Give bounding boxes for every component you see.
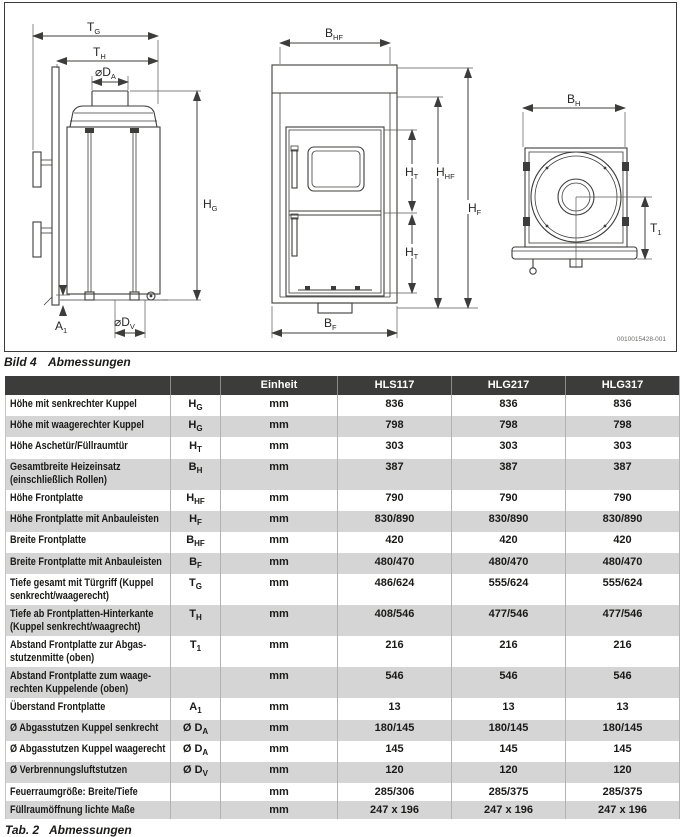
row-value: 830/890 <box>566 511 680 532</box>
row-unit: mm <box>221 801 338 819</box>
row-symbol: $B_F$ <box>171 553 221 574</box>
row-unit: mm <box>221 395 338 416</box>
row-value: 303 <box>452 437 566 458</box>
table-row <box>6 511 680 532</box>
table-row <box>6 553 680 574</box>
row-unit: mm <box>221 437 338 458</box>
row-symbol: $H_F$ <box>171 511 221 532</box>
row-unit: mm <box>221 783 338 801</box>
table-row <box>6 720 680 741</box>
row-value: 420 <box>452 532 566 553</box>
row-label: Höhe Frontplatte <box>6 490 171 511</box>
table-row <box>6 459 680 490</box>
row-value: 387 <box>452 459 566 490</box>
row-value: 480/470 <box>338 553 452 574</box>
row-unit: mm <box>221 532 338 553</box>
row-symbol: $H_{HF}$ <box>171 490 221 511</box>
row-label: Ø Abgasstutzen Kuppel waagerecht <box>6 741 171 762</box>
row-value: 546 <box>452 667 566 698</box>
row-value: 145 <box>566 741 680 762</box>
row-symbol: $B_H$ <box>171 459 221 490</box>
row-unit: mm <box>221 667 338 698</box>
dim-label-a1: $A_1$ <box>55 319 68 335</box>
table-row <box>6 741 680 762</box>
row-value: 830/890 <box>452 511 566 532</box>
row-value: 247 x 196 <box>338 801 452 819</box>
row-value: 120 <box>338 762 452 783</box>
figure-caption-text: Abmessungen <box>48 355 131 369</box>
dim-label-th: $T_H$ <box>93 45 106 61</box>
row-label: Höhe Frontplatte mit Anbauleisten <box>6 511 171 532</box>
dim-label-bf: $B_F$ <box>324 316 337 332</box>
row-symbol <box>171 783 221 801</box>
row-symbol: $T_1$ <box>171 636 221 667</box>
row-value: 477/546 <box>452 605 566 636</box>
row-value: 555/624 <box>566 574 680 605</box>
dim-label-bhf: $B_{HF}$ <box>325 26 344 42</box>
row-value: 13 <box>566 698 680 719</box>
header-empty-symbol <box>171 376 221 395</box>
row-value: 790 <box>566 490 680 511</box>
row-value: 480/470 <box>452 553 566 574</box>
row-value: 303 <box>566 437 680 458</box>
figure-id-number: 0010015428-001 <box>616 336 666 343</box>
row-label: Breite Frontplatte mit Anbauleisten <box>6 553 171 574</box>
figure-caption-number: Bild 4 <box>4 355 37 369</box>
row-label: Breite Frontplatte <box>6 532 171 553</box>
row-value: 790 <box>338 490 452 511</box>
dim-label-dv: $⌀D_V$ <box>114 315 135 331</box>
row-value: 480/470 <box>566 553 680 574</box>
row-symbol: $A_1$ <box>171 698 221 719</box>
row-unit: mm <box>221 762 338 783</box>
row-value: 546 <box>338 667 452 698</box>
row-value: 145 <box>452 741 566 762</box>
table-caption-text: Abmessungen <box>49 823 132 837</box>
row-value: 120 <box>566 762 680 783</box>
row-value: 180/145 <box>338 720 452 741</box>
table-row <box>6 416 680 437</box>
row-value: 798 <box>338 416 452 437</box>
row-value: 836 <box>452 395 566 416</box>
row-symbol: $H_T$ <box>171 437 221 458</box>
row-unit: mm <box>221 490 338 511</box>
row-symbol: Ø $D_V$ <box>171 762 221 783</box>
front-view-drawing <box>272 26 486 338</box>
row-symbol <box>171 801 221 819</box>
row-value: 420 <box>566 532 680 553</box>
dim-label-da: $⌀D_A$ <box>95 65 116 81</box>
dim-label-hf: $H_F$ <box>468 201 482 217</box>
row-value: 216 <box>566 636 680 667</box>
row-value: 145 <box>338 741 452 762</box>
row-label: Überstand Frontplatte <box>6 698 171 719</box>
dim-label-ht-lower: $H_T$ <box>405 245 419 261</box>
row-unit: mm <box>221 459 338 490</box>
table-row <box>6 762 680 783</box>
top-view-drawing <box>512 92 662 274</box>
header-model-hls117: HLS117 <box>338 376 452 395</box>
row-label: Gesamtbreite Heizeinsatz (einschließlich Rollen) <box>6 459 171 490</box>
row-unit: mm <box>221 416 338 437</box>
row-symbol: Ø $D_A$ <box>171 741 221 762</box>
row-value: 798 <box>452 416 566 437</box>
table-body <box>6 395 680 819</box>
row-value: 387 <box>566 459 680 490</box>
row-label: Ø Abgasstutzen Kuppel senkrecht <box>6 720 171 741</box>
row-value: 13 <box>452 698 566 719</box>
row-value: 836 <box>566 395 680 416</box>
row-value: 486/624 <box>338 574 452 605</box>
table-row <box>6 437 680 458</box>
row-value: 836 <box>338 395 452 416</box>
dim-label-hhf: $H_{HF}$ <box>436 165 455 181</box>
table-row <box>6 395 680 416</box>
row-value: 830/890 <box>338 511 452 532</box>
row-symbol: $H_G$ <box>171 416 221 437</box>
row-value: 216 <box>452 636 566 667</box>
row-label: Feuerraumgröße: Breite/Tiefe <box>6 783 171 801</box>
row-value: 408/546 <box>338 605 452 636</box>
row-value: 798 <box>566 416 680 437</box>
table-row <box>6 698 680 719</box>
row-unit: mm <box>221 553 338 574</box>
row-symbol: $T_H$ <box>171 605 221 636</box>
row-value: 285/375 <box>452 783 566 801</box>
row-symbol: $B_{HF}$ <box>171 532 221 553</box>
row-label: Tiefe ab Frontplatten-Hinterkante (Kuppel senkrecht/waagrecht) <box>6 605 171 636</box>
row-value: 180/145 <box>452 720 566 741</box>
row-unit: mm <box>221 574 338 605</box>
table-row <box>6 605 680 636</box>
row-label: Abstand Frontplatte zur Abgas- stutzenmitte (oben) <box>6 636 171 667</box>
table-row <box>6 490 680 511</box>
table-header-row <box>6 376 680 395</box>
row-label: Ø Verbrennungsluftstutzen <box>6 762 171 783</box>
row-unit: mm <box>221 636 338 667</box>
table-row <box>6 783 680 801</box>
row-value: 180/145 <box>566 720 680 741</box>
row-unit: mm <box>221 605 338 636</box>
table-row <box>6 636 680 667</box>
row-value: 790 <box>452 490 566 511</box>
row-value: 285/375 <box>566 783 680 801</box>
header-unit: Einheit <box>221 376 338 395</box>
row-label: Abstand Frontplatte zum waage- rechten Kuppelende (oben) <box>6 667 171 698</box>
table-row <box>6 667 680 698</box>
row-label: Tiefe gesamt mit Türgriff (Kuppel senkrecht/waagerecht) <box>6 574 171 605</box>
figure-caption <box>4 355 131 369</box>
table-row <box>6 574 680 605</box>
row-value: 420 <box>338 532 452 553</box>
row-label: Füllraumöffnung lichte Maße <box>6 801 171 819</box>
row-value: 247 x 196 <box>566 801 680 819</box>
row-value: 285/306 <box>338 783 452 801</box>
header-model-hlg317: HLG317 <box>566 376 680 395</box>
table-row <box>6 532 680 553</box>
row-label: Höhe mit waagerechter Kuppel <box>6 416 171 437</box>
row-value: 546 <box>566 667 680 698</box>
header-model-hlg217: HLG217 <box>452 376 566 395</box>
dim-label-t1: $T_1$ <box>650 221 662 237</box>
dim-label-bh: $B_H$ <box>567 92 581 108</box>
row-value: 555/624 <box>452 574 566 605</box>
header-empty-label <box>6 376 171 395</box>
dim-label-tg: $T_G$ <box>87 20 101 36</box>
dimensions-table <box>5 376 680 819</box>
row-label: Höhe mit senkrechter Kuppel <box>6 395 171 416</box>
side-view-drawing <box>33 20 218 338</box>
table-caption <box>5 823 679 837</box>
row-unit: mm <box>221 511 338 532</box>
row-value: 477/546 <box>566 605 680 636</box>
row-value: 247 x 196 <box>452 801 566 819</box>
row-unit: mm <box>221 698 338 719</box>
row-value: 120 <box>452 762 566 783</box>
row-value: 387 <box>338 459 452 490</box>
dim-label-hg: $H_G$ <box>203 197 218 213</box>
table-row <box>6 801 680 819</box>
row-symbol: $H_G$ <box>171 395 221 416</box>
row-value: 13 <box>338 698 452 719</box>
dim-label-ht-upper: $H_T$ <box>405 165 419 181</box>
row-symbol <box>171 667 221 698</box>
row-value: 216 <box>338 636 452 667</box>
row-value: 303 <box>338 437 452 458</box>
row-label: Höhe Aschetür/Füllraumtür <box>6 437 171 458</box>
table-caption-number: Tab. 2 <box>5 823 40 837</box>
dimension-drawings <box>5 3 676 351</box>
dimension-figure <box>4 2 677 352</box>
row-symbol: Ø $D_A$ <box>171 720 221 741</box>
row-symbol: $T_G$ <box>171 574 221 605</box>
row-unit: mm <box>221 720 338 741</box>
row-unit: mm <box>221 741 338 762</box>
